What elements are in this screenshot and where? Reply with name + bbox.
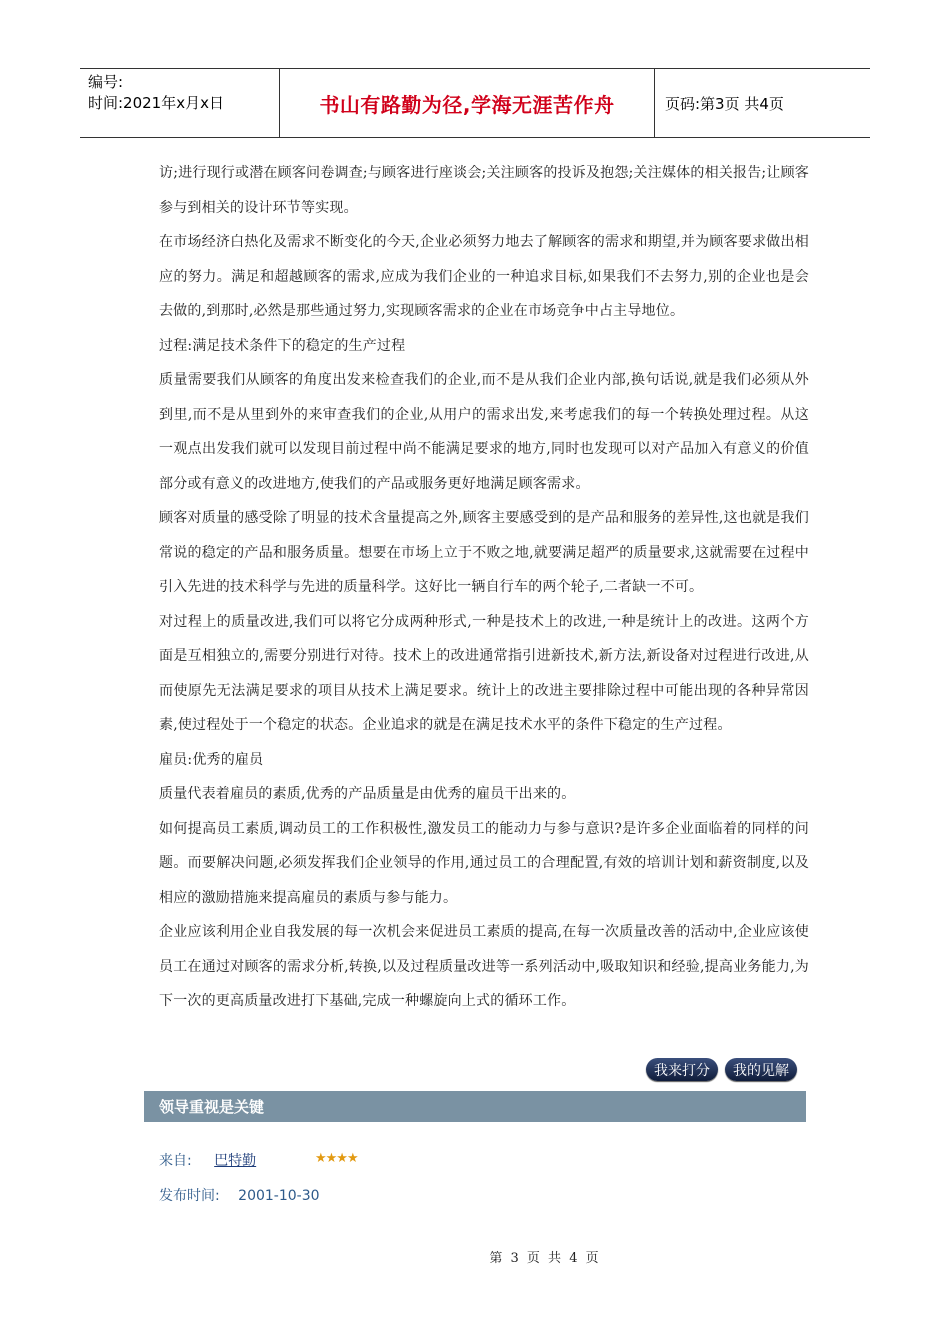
subheading-process: 过程:满足技术条件下的稳定的生产过程 (159, 337, 406, 354)
article-body (159, 156, 809, 1019)
action-buttons (646, 1058, 797, 1081)
header-motto: 书山有路勤为径,学海无涯苦作舟 (280, 69, 655, 137)
subheading-employee: 雇员:优秀的雇员 (159, 751, 264, 768)
from-label: 来自: (159, 1153, 192, 1169)
paragraph: 顾客对质量的感受除了明显的技术含量提高之外,顾客主要感受到的是产品和服务的差异性,这也就是我们常说的稳定的产品和服务质量。想要在市场上立于不败之地,就要满足超严的质量要求,这就需要在过程中引入先进的技术科学与先进的质量科学。这好比一辆自行车的两个轮子,二者缺一不可。 (159, 510, 809, 595)
page-footer: 第 3 页 共 4 页 (489, 1251, 601, 1266)
publish-date-line (159, 1185, 320, 1205)
paragraph: 企业应该利用企业自我发展的每一次机会来促进员工素质的提高,在每一次质量改善的活动中,企业应该使员工在通过对顾客的需求分析,转换,以及过程质量改进等一系列活动中,吸取知识和经验,提高业务能力,为下一次的更高质量改进打下基础,完成一种螺旋向上式的循环工作。 (159, 924, 809, 1009)
date-label: 发布时间: (159, 1188, 220, 1204)
rating-stars-icon: ★★★★ (315, 1151, 358, 1166)
author-line (159, 1150, 256, 1170)
paragraph: 质量需要我们从顾客的角度出发来检查我们的企业,而不是从我们企业内部,换句话说,就是我们必须从外到里,而不是从里到外的来审查我们的企业,从用户的需求出发,来考虑我们的每一个转换处理过程。从这一观点出发我们就可以发现目前过程中尚不能满足要求的地方,同时也发现可以对产品加入有意义的价值部分或有意义的改进地方,使我们的产品或服务更好地满足顾客需求。 (159, 372, 809, 492)
paragraph: 在市场经济白热化及需求不断变化的今天,企业必须努力地去了解顾客的需求和期望,并为顾客要求做出相应的努力。满足和超越顾客的需求,应成为我们企业的一种追求目标,如果我们不去努力,别的企业也是会去做的,到那时,必然是那些通过努力,实现顾客需求的企业在市场竞争中占主导地位。 (159, 234, 809, 319)
header-info (80, 69, 280, 137)
publish-date: 2001-10-30 (238, 1188, 320, 1204)
paragraph: 质量代表着雇员的素质,优秀的产品质量是由优秀的雇员干出来的。 (159, 786, 576, 802)
opinion-button[interactable]: 我的见解 (725, 1058, 797, 1081)
time-label: 时间:2021年x月x日 (88, 94, 224, 112)
header-page-label: 页码:第3页 共4页 (665, 94, 784, 113)
section-title-bar (144, 1091, 806, 1122)
paragraph: 对过程上的质量改进,我们可以将它分成两种形式,一种是技术上的改进,一种是统计上的改进。这两个方面是互相独立的,需要分别进行对待。技术上的改进通常指引进新技术,新方法,新设备对过程进行改进,从而使原先无法满足要求的项目从技术上满足要求。统计上的改进主要排除过程中可能出现的各种异常因素,使过程处于一个稳定的状态。企业追求的就是在满足技术水平的条件下稳定的生产过程。 (159, 613, 809, 733)
document-header (80, 68, 870, 138)
author-link[interactable]: 巴特勤 (214, 1153, 257, 1169)
rate-button[interactable]: 我来打分 (646, 1058, 718, 1081)
paragraph: 如何提高员工素质,调动员工的工作积极性,激发员工的能动力与参与意识?是许多企业面临着的同样的问题。而要解决问题,必须发挥我们企业领导的作用,通过员工的合理配置,有效的培训计划和薪资制度,以及相应的激励措施来提高雇员的素质与参与能力。 (159, 820, 809, 906)
number-label: 编号: (88, 73, 124, 91)
paragraph: 访;进行现行或潜在顾客问卷调查;与顾客进行座谈会;关注顾客的投诉及抱怨;关注媒体的相关报告;让顾客参与到相关的设计环节等实现。 (159, 165, 809, 216)
section-title: 领导重视是关键 (159, 1098, 265, 1116)
